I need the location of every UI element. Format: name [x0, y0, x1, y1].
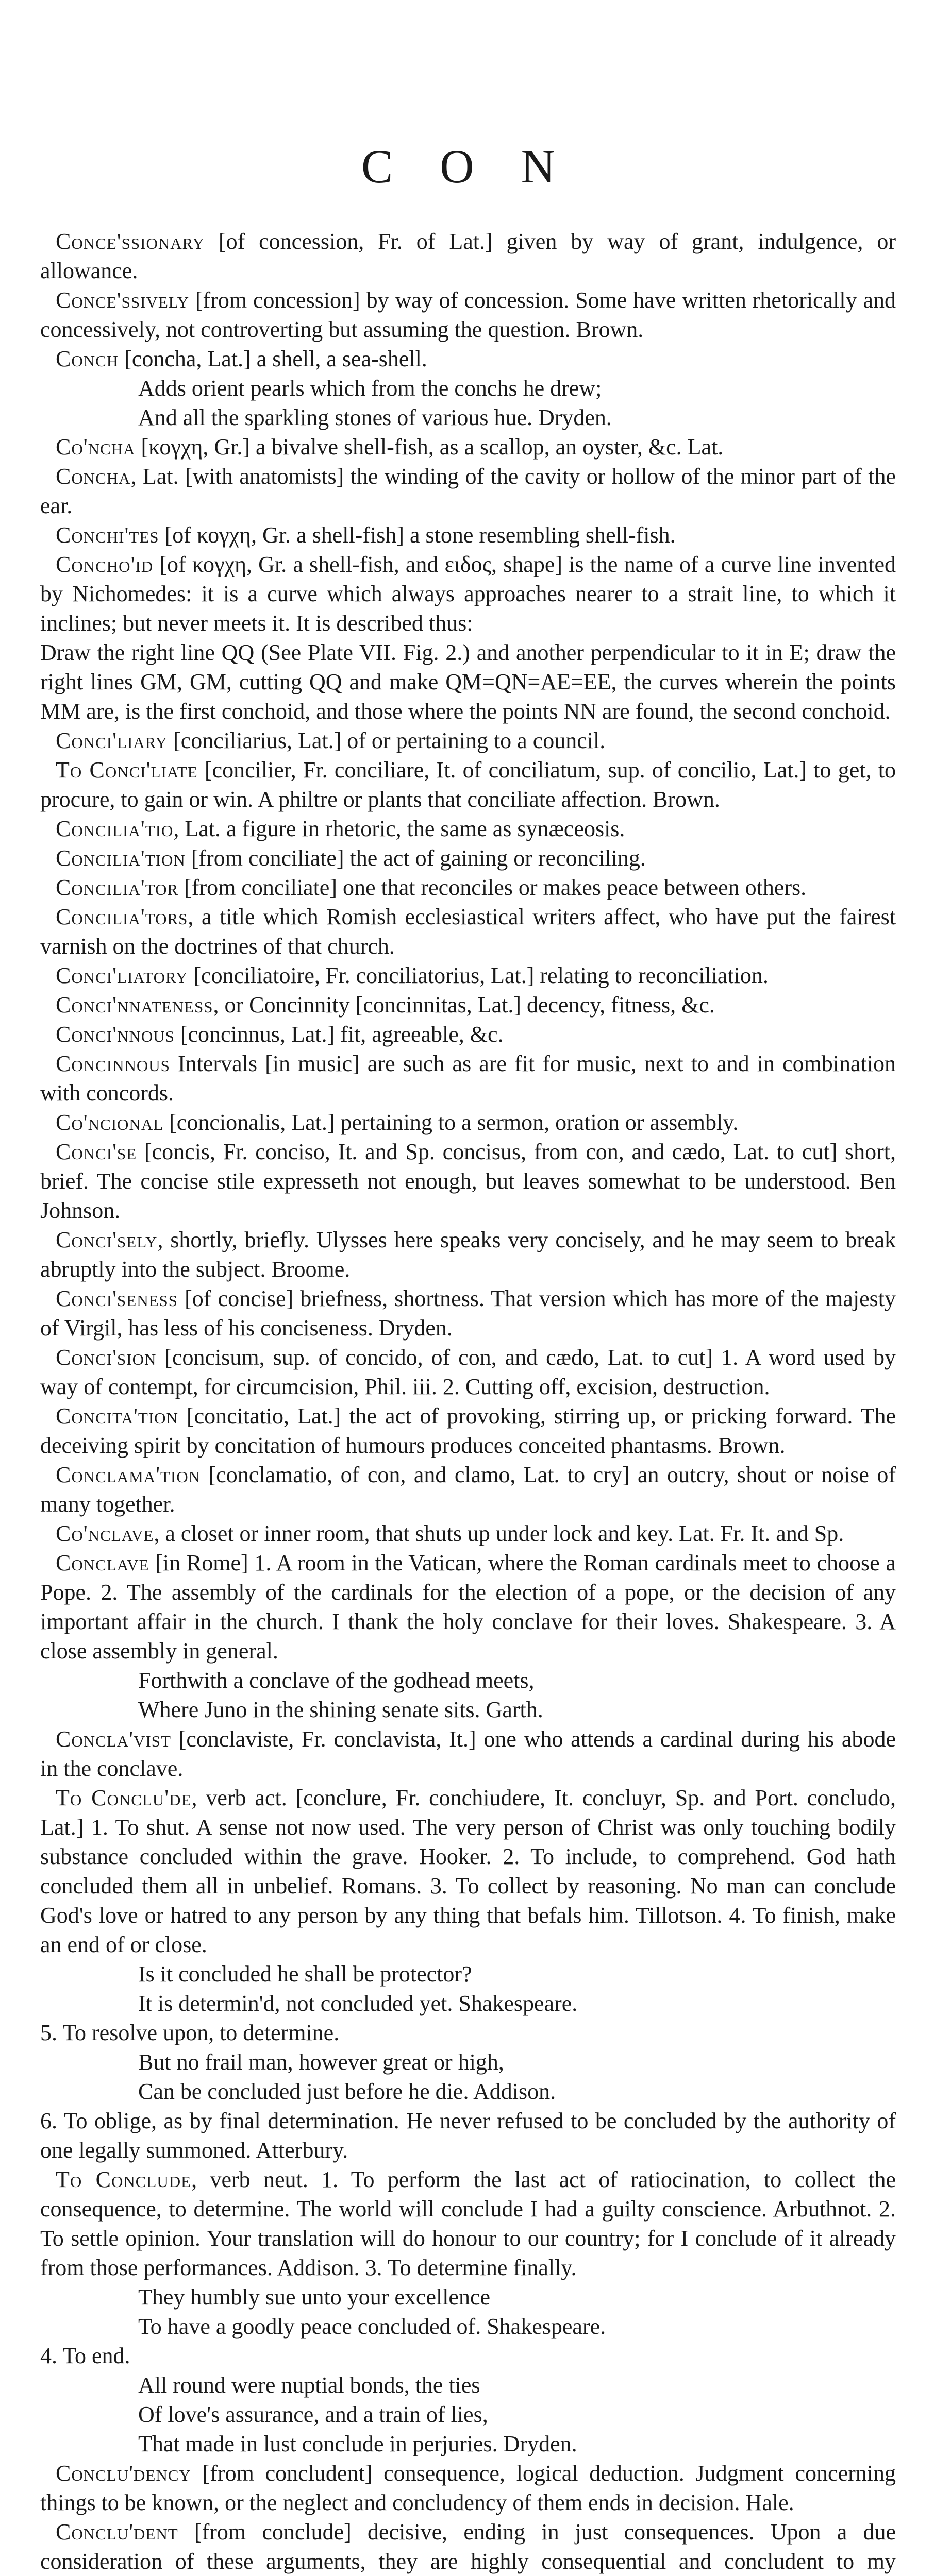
- verse-line: And all the sparkling stones of various hue. Dryden.: [138, 405, 612, 430]
- headword: Co'ncional: [56, 1110, 164, 1135]
- verse-line: They humbly sue unto your excellence: [138, 2284, 491, 2310]
- headword: Concilia'tors: [56, 904, 188, 929]
- definition-text: , verb neut. 1. To perform the last act of ratiocination, to collect the consequence, to determine. The world will conclude I had a guilty conscience. Arbuthnot. 2. To settle opinion. Your translation will do honour to our country; for I conclude of it already from those performances. Addison. 3. To determine finally.: [40, 2167, 896, 2280]
- verse-line: To have a goodly peace concluded of. Shakespeare.: [138, 2314, 606, 2339]
- dictionary-entry: [40, 432, 896, 462]
- dictionary-entry: [40, 1548, 896, 1666]
- verse-line: It is determin'd, not concluded yet. Shakespeare.: [138, 1991, 578, 2016]
- definition-text: [from concludent] consequence, logical deduction. Judgment concerning things to be known, or the neglect and concludency of them ends in decision. Hale.: [40, 2461, 896, 2515]
- definition-text: [concionalis, Lat.] pertaining to a sermon, oration or assembly.: [163, 1110, 739, 1135]
- headword: Concla'vist: [56, 1726, 171, 1752]
- dictionary-entry: [40, 344, 896, 374]
- definition-text: [κογχη, Gr.] a bivalve shell-fish, as a scallop, an oyster, &c. Lat.: [135, 434, 724, 460]
- dictionary-entry: [40, 1519, 896, 1548]
- headword: Conclu'dent: [56, 2519, 178, 2545]
- continuation-text: 6. To oblige, as by final determination. He never refused to be concluded by the authority of one legally summoned. Atterbury.: [40, 2108, 896, 2163]
- definition-text: , shortly, briefly. Ulysses here speaks very concisely, and he may seem to break abruptly into the subject. Broome.: [40, 1227, 896, 1282]
- dictionary-entry: [40, 1020, 896, 1049]
- headword: To Conclu'de: [56, 1785, 192, 1810]
- headword: Conch: [56, 346, 119, 371]
- definition-text: [concisum, sup. of concido, of con, and cædo, Lat. to cut] 1. A word used by way of contempt, for circumcision, Phil. iii. 2. Cutting off, excision, destruction.: [40, 1345, 896, 1399]
- dictionary-entry: [40, 1783, 896, 1959]
- headword: Co'ncha: [56, 434, 136, 460]
- headword: Concinnous: [56, 1051, 170, 1076]
- dictionary-entry: [40, 1460, 896, 1519]
- verse-line: That made in lust conclude in perjuries. Dryden.: [138, 2431, 577, 2456]
- dictionary-entry: [40, 990, 896, 1020]
- verse-line: Of love's assurance, and a train of lies,: [138, 2402, 488, 2427]
- definition-text: [from conclude] decisive, ending in just consequences. Upon a due consideration of these arguments, they are highly consequential and concludent to my: [40, 2519, 896, 2574]
- verse-line: Can be concluded just before he die. Addison.: [138, 2079, 556, 2104]
- definition-text: , a title which Romish ecclesiastical writers affect, who have put the fairest varnish on the doctrines of that church.: [40, 904, 896, 959]
- headword: Conci'sion: [56, 1345, 157, 1370]
- headword: To Conci'liate: [56, 757, 198, 783]
- headword: Conci'sely: [56, 1227, 158, 1252]
- headword: Concilia'tion: [56, 845, 186, 871]
- definition-text: [from conciliate] one that reconciles or makes peace between others.: [178, 875, 807, 900]
- dictionary-entry: [40, 1108, 896, 1137]
- dictionary-entry: [40, 1225, 896, 1284]
- definition-text: [of concession, Fr. of Lat.] given by way of grant, indulgence, or allowance.: [40, 229, 896, 283]
- dictionary-entry: [40, 1343, 896, 1401]
- headword: Conce'ssively: [56, 287, 190, 313]
- dictionary-entry: [40, 2459, 896, 2517]
- verse-line: Adds orient pearls which from the conchs he drew;: [138, 376, 602, 401]
- page-heading: C O N: [361, 140, 573, 193]
- headword: Concita'tion: [56, 1403, 178, 1429]
- headword: Conci'se: [56, 1139, 137, 1164]
- dictionary-entry: [40, 2165, 896, 2282]
- dictionary-entry: [40, 902, 896, 961]
- verse-line: Forthwith a conclave of the godhead meets,: [138, 1668, 535, 1693]
- dictionary-entry: [40, 726, 896, 755]
- dictionary-entry: [40, 285, 896, 344]
- definition-text: [of concise] briefness, shortness. That version which has more of the majesty of Virgil, has less of his conciseness. Dryden.: [40, 1286, 896, 1341]
- verse-line: But no frail man, however great or high,: [138, 2049, 504, 2075]
- verse-line: Is it concluded he shall be protector?: [138, 1961, 472, 1987]
- dictionary-entry: [40, 1137, 896, 1225]
- definition-text: [concha, Lat.] a shell, a sea-shell.: [119, 346, 427, 371]
- definition-text: [of κογχη, Gr. a shell-fish] a stone resembling shell-fish.: [159, 522, 676, 548]
- dictionary-entry: [40, 1401, 896, 1460]
- headword: Conce'ssionary: [56, 229, 205, 254]
- dictionary-entry: [40, 1724, 896, 1783]
- definition-text: , Lat. [with anatomists] the winding of the cavity or hollow of the minor part of the ear.: [40, 464, 896, 518]
- headword: Conclu'dency: [56, 2461, 191, 2486]
- definition-text: Intervals [in music] are such as are fit for music, next to and in combination with concords.: [40, 1051, 896, 1106]
- verse-line: All round were nuptial bonds, the ties: [138, 2372, 480, 2398]
- definition-text: [conclamatio, of con, and clamo, Lat. to cry] an outcry, shout or noise of many together.: [40, 1462, 896, 1517]
- dictionary-entry: [40, 843, 896, 873]
- definition-text: [from concession] by way of concession. Some have written rhetorically and concessively, not controverting but assuming the question. Brown.: [40, 287, 896, 342]
- continuation-text: 5. To resolve upon, to determine.: [40, 2020, 340, 2045]
- headword: Conci'liatory: [56, 963, 188, 988]
- definition-text: , Lat. a figure in rhetoric, the same as synæceosis.: [173, 816, 625, 841]
- headword: Conclave: [56, 1550, 149, 1575]
- definition-text: [concilier, Fr. conciliare, It. of conciliatum, sup. of concilio, Lat.] to get, to procure, to gain or win. A philtre or plants that conciliate affection. Brown.: [40, 757, 896, 812]
- dictionary-entry: [40, 961, 896, 990]
- dictionary-entry: [40, 873, 896, 902]
- dictionary-entry: [40, 2517, 896, 2576]
- headword: Conchi'tes: [56, 522, 159, 548]
- dictionary-entry: [40, 227, 896, 285]
- dictionary-entry: [40, 1284, 896, 1343]
- headword: Conci'nnateness: [56, 992, 213, 1018]
- definition-text: [of κογχη, Gr. a shell-fish, and ειδος, shape] is the name of a curve line invented by Nichomedes: it is a curve which always approaches nearer to a strait line, to which it inclines; but never meets it. It is described thus:: [40, 552, 896, 636]
- definition-text: [concis, Fr. conciso, It. and Sp. concisus, from con, and cædo, Lat. to cut] short, brief. The concise stile expresseth not enough, but leaves somewhat to be understood. Ben Johnson.: [40, 1139, 896, 1223]
- headword: To Conclude: [56, 2167, 192, 2192]
- dictionary-entry: [40, 1049, 896, 1108]
- headword: Concho'id: [56, 552, 154, 577]
- headword: Conclama'tion: [56, 1462, 201, 1487]
- dictionary-column: [40, 227, 896, 2576]
- dictionary-entry: [40, 550, 896, 638]
- headword: Concilia'tor: [56, 875, 179, 900]
- verse-line: Where Juno in the shining senate sits. Garth.: [138, 1697, 543, 1722]
- continuation-text: Draw the right line QQ (See Plate VII. Fig. 2.) and another perpendicular to it in E; draw the right lines GM, GM, cutting QQ and make QM=QN=AE=EE, the curves wherein the points MM are, is the first conchoid, and those where the points NN are found, the second conchoid.: [40, 640, 896, 724]
- dictionary-entry: [40, 520, 896, 550]
- definition-text: [from conciliate] the act of gaining or reconciling.: [185, 845, 646, 871]
- definition-text: [conclaviste, Fr. conclavista, It.] one who attends a cardinal during his abode in the conclave.: [40, 1726, 896, 1781]
- headword: Conci'nnous: [56, 1022, 175, 1047]
- definition-text: [conciliarius, Lat.] of or pertaining to a council.: [168, 728, 606, 753]
- dictionary-entry: [40, 755, 896, 814]
- definition-text: [conciliatoire, Fr. conciliatorius, Lat.] relating to reconciliation.: [188, 963, 769, 988]
- dictionary-entry: [40, 462, 896, 520]
- definition-text: [in Rome] 1. A room in the Vatican, where the Roman cardinals meet to choose a Pope. 2. The assembly of the cardinals for the election of a pope, or the decision of any important affair in the church. I thank the holy conclave for their loves. Shakespeare. 3. A close assembly in general.: [40, 1550, 896, 1664]
- headword: Concilia'tio: [56, 816, 174, 841]
- dictionary-entry: [40, 814, 896, 843]
- continuation-text: 4. To end.: [40, 2343, 130, 2368]
- definition-text: , verb act. [conclure, Fr. conchiudere, It. concluyr, Sp. and Port. concludo, Lat.] 1. To shut. A sense not now used. The very person of Christ was only touching bodily substance concluded within the grave. Hooker. 2. To include, to comprehend. God hath concluded them all in unbelief. Romans. 3. To collect by reasoning. No man can conclude God's love or hatred to any person by any thing that befals him. Tillotson. 4. To finish, make an end of or close.: [40, 1785, 896, 1957]
- definition-text: [concinnus, Lat.] fit, agreeable, &c.: [174, 1022, 504, 1047]
- headword: Conci'liary: [56, 728, 168, 753]
- definition-text: , a closet or inner room, that shuts up under lock and key. Lat. Fr. It. and Sp.: [154, 1521, 844, 1546]
- headword: Conci'seness: [56, 1286, 178, 1311]
- definition-text: , or Concinnity [concinnitas, Lat.] decency, fitness, &c.: [213, 992, 715, 1018]
- headword: Concha: [56, 464, 131, 489]
- definition-text: [concitatio, Lat.] the act of provoking, stirring up, or pricking forward. The deceiving spirit by concitation of humours produces conceited phantasms. Brown.: [40, 1403, 896, 1458]
- headword: Co'nclave: [56, 1521, 154, 1546]
